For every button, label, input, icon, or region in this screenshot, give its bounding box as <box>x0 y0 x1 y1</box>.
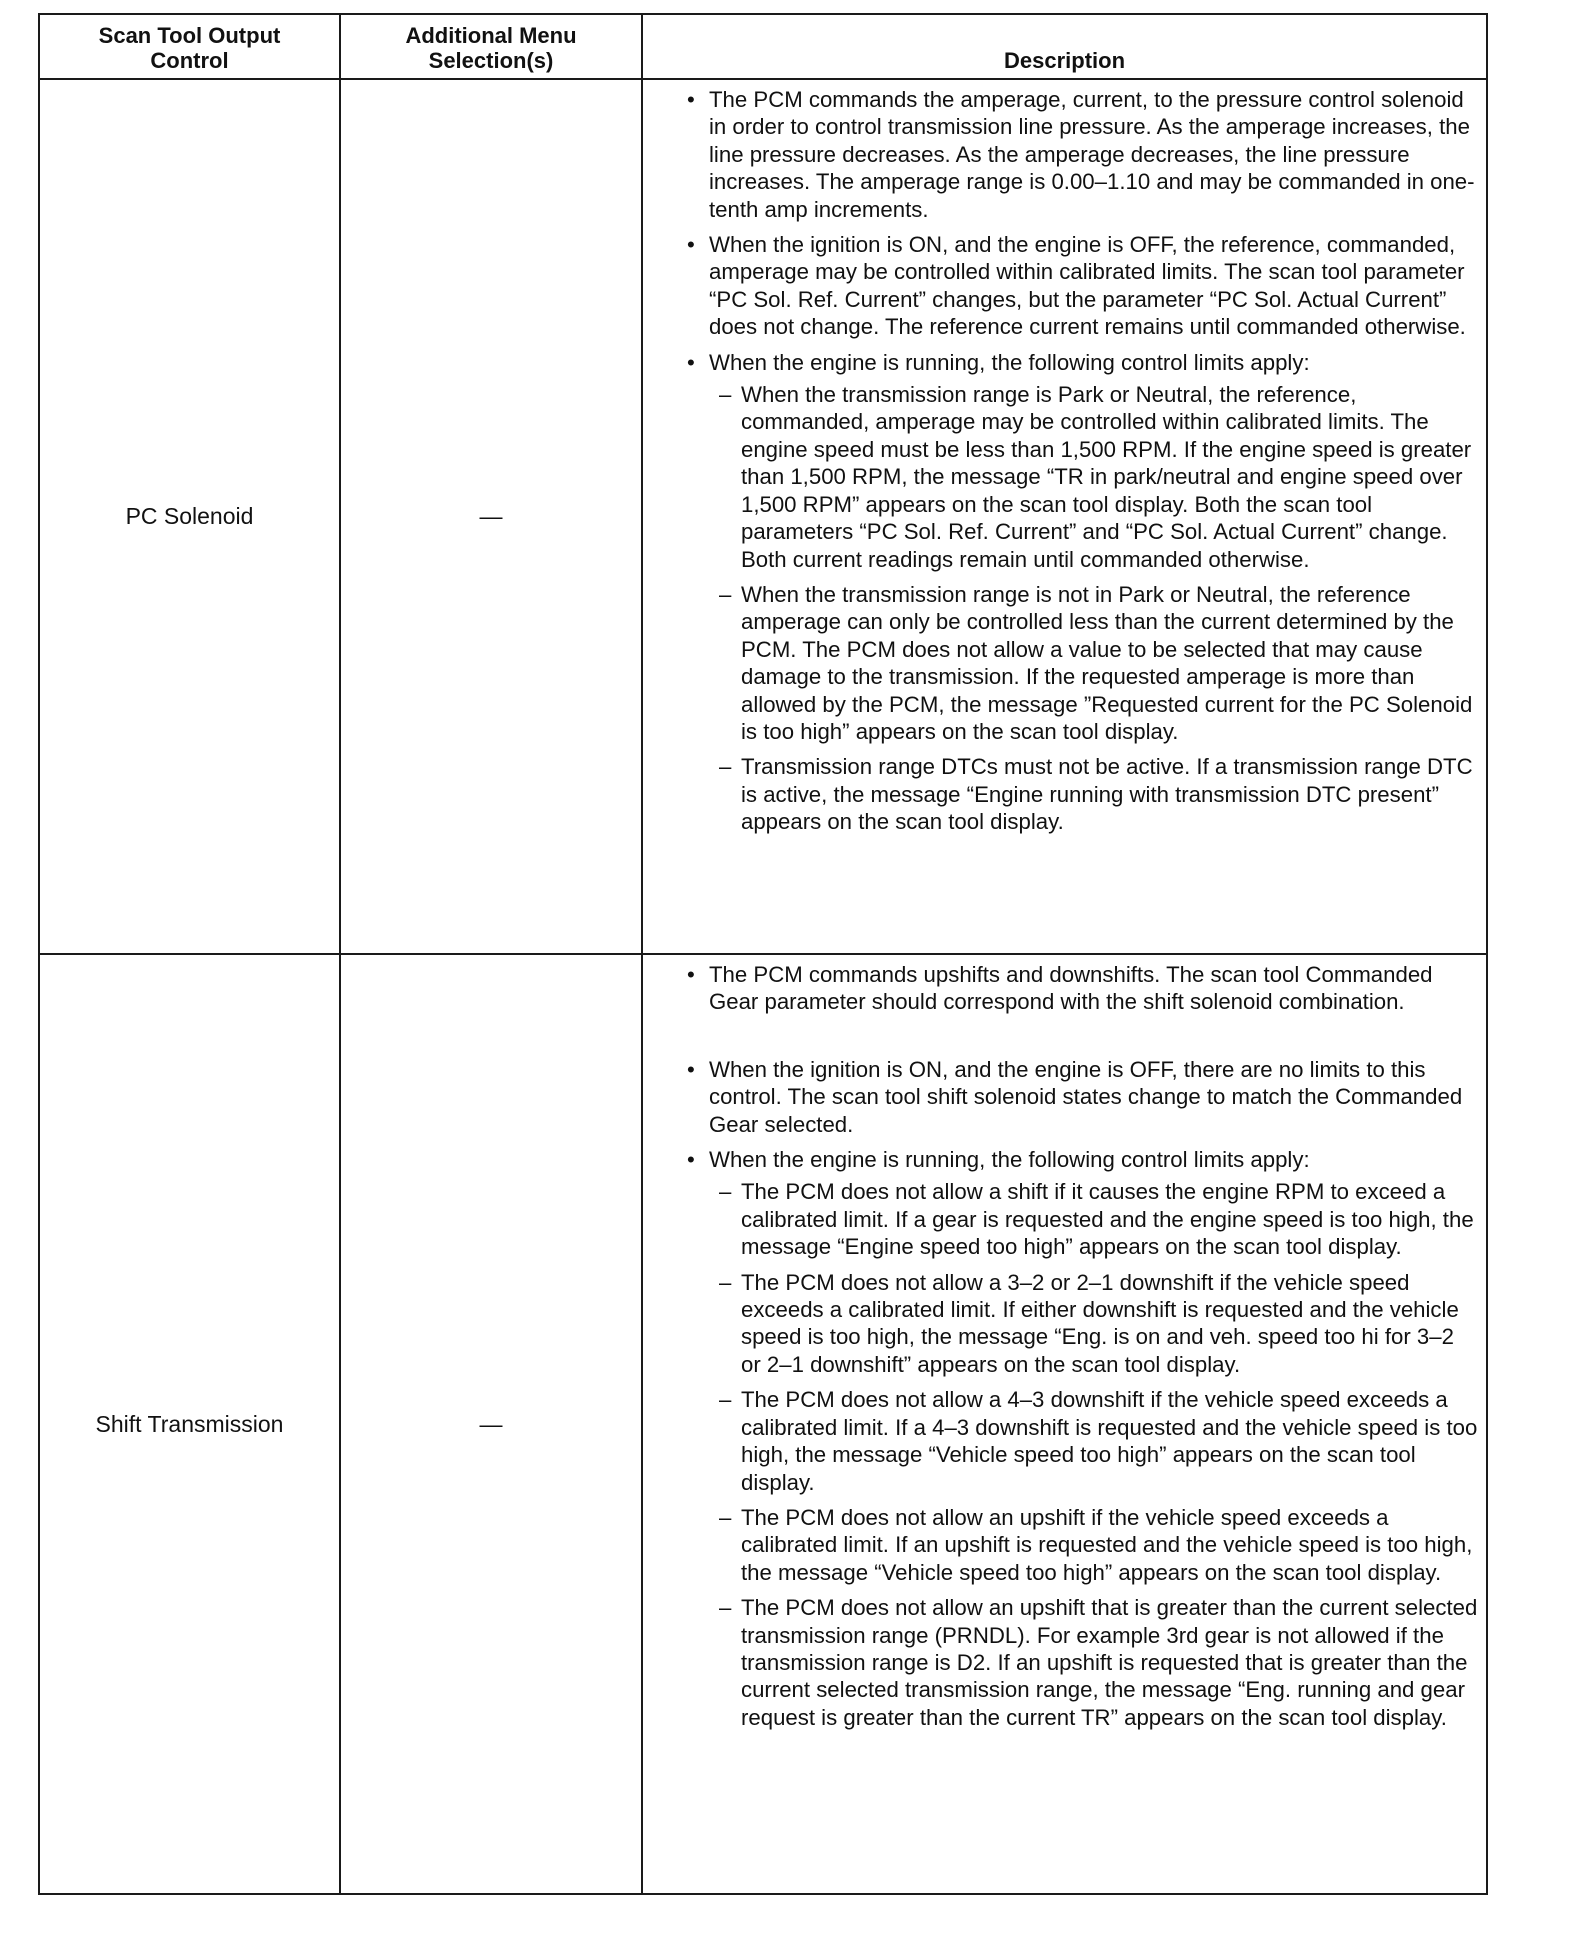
sub-item: – The PCM does not allow a 3–2 or 2–1 downshift if the vehicle speed exceeds a calibrated limit. If either downshift is requested and the vehicle speed is too high, the message “Eng. is on and veh. speed too hi for 3–2 or 2–1 downshift” appears on the scan tool display. <box>709 1269 1478 1379</box>
sub-item: – The PCM does not allow an upshift if the vehicle speed exceeds a calibrated limit. If an upshift is requested and the vehicle speed is too high, the message “Vehicle speed too high” appears on the scan tool display. <box>709 1504 1478 1586</box>
sub-item: – The PCM does not allow an upshift that is greater than the current selected transmission range (PRNDL). For example 3rd gear is not allowed if the transmission range is D2. If an upshift is requested that is greater than the current selected transmission range, the message “Eng. running and gear request is greater than the current TR” appears on the scan tool display. <box>709 1594 1478 1731</box>
sub-item: – When the transmission range is not in Park or Neutral, the reference amperage can only be controlled less than the current determined by the PCM. The PCM does not allow a value to be selected that may cause damage to the transmission. If the requested amperage is more than allowed by the PCM, the message ”Requested current for the PC Solenoid is too high” appears on the scan tool display. <box>709 581 1478 745</box>
header-description: Description <box>642 14 1487 79</box>
output-control-table <box>38 13 1488 1895</box>
control-name-cell: PC Solenoid <box>39 79 340 954</box>
header-scan-tool-output-control: Scan Tool Output Control <box>39 14 340 79</box>
bullet-item: • When the ignition is ON, and the engine is OFF, the reference, commanded, amperage may be controlled within calibrated limits. The scan tool parameter “PC Sol. Ref. Current” changes, but the parameter “PC Sol. Actual Current” does not change. The reference current remains until commanded otherwise. <box>643 231 1478 341</box>
bullet-item: • The PCM commands upshifts and downshifts. The scan tool Commanded Gear parameter should correspond with the shift solenoid combination. <box>643 961 1478 1016</box>
bullet-item: • The PCM commands the amperage, current, to the pressure control solenoid in order to control transmission line pressure. As the amperage increases, the line pressure decreases. As the amperage decreases, the line pressure increases. The amperage range is 0.00–1.10 and may be commanded in one-tenth amp increments. <box>643 86 1478 223</box>
menu-selection-cell: — <box>340 954 642 1894</box>
table-row <box>39 79 1487 954</box>
description-cell <box>642 954 1487 1894</box>
bullet-text: When the engine is running, the following control limits apply: <box>709 349 1310 375</box>
sub-item: – The PCM does not allow a shift if it causes the engine RPM to exceed a calibrated limit. If a gear is requested and the engine speed is too high, the message “Engine speed too high” appears on the scan tool display. <box>709 1178 1478 1260</box>
sub-list <box>709 381 1478 836</box>
bullet-list <box>643 961 1478 1731</box>
bullet-item <box>643 349 1478 836</box>
bullet-list <box>643 86 1478 836</box>
bullet-item <box>643 1146 1478 1731</box>
sub-item: – Transmission range DTCs must not be active. If a transmission range DTC is active, the message “Engine running with transmission DTC present” appears on the scan tool display. <box>709 753 1478 835</box>
description-cell <box>642 79 1487 954</box>
sub-item: – When the transmission range is Park or Neutral, the reference, commanded, amperage may be controlled within calibrated limits. The engine speed must be less than 1,500 RPM. If the engine speed is greater than 1,500 RPM, the message “TR in park/neutral and engine speed over 1,500 RPM” appears on the scan tool display. Both the scan tool parameters “PC Sol. Ref. Current” and “PC Sol. Actual Current” change. Both current readings remain until commanded otherwise. <box>709 381 1478 573</box>
bullet-text: When the engine is running, the following control limits apply: <box>709 1147 1310 1173</box>
sub-list <box>709 1178 1478 1731</box>
header-additional-menu-selections: Additional Menu Selection(s) <box>340 14 642 79</box>
table-header-row <box>39 14 1487 79</box>
spacer <box>643 1024 1478 1048</box>
menu-selection-cell: — <box>340 79 642 954</box>
bullet-item: • When the ignition is ON, and the engine is OFF, there are no limits to this control. The scan tool shift solenoid states change to match the Commanded Gear selected. <box>643 1056 1478 1138</box>
table-row <box>39 954 1487 1894</box>
sub-item: – The PCM does not allow a 4–3 downshift if the vehicle speed exceeds a calibrated limit. If a 4–3 downshift is requested and the vehicle speed is too high, the message “Vehicle speed too high” appears on the scan tool display. <box>709 1386 1478 1496</box>
control-name-cell: Shift Transmission <box>39 954 340 1894</box>
